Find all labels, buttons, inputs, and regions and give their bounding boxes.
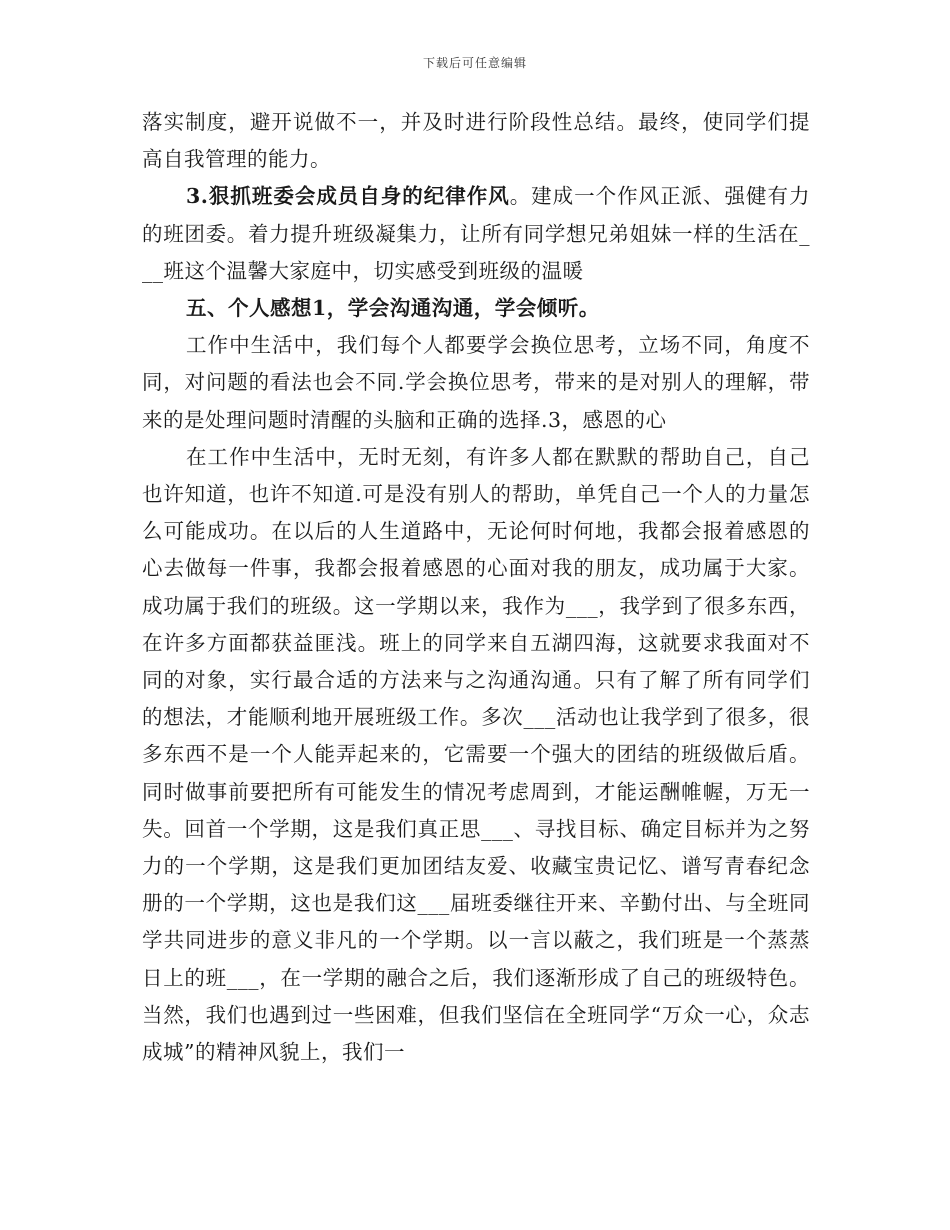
paragraph-2-text: 。建成一个作风正派、强健有力的班团委。着力提升班级凝集力，让所有同学想兄弟姐妹一样的生活在___班这个温馨大家庭中，切实感受到班级的温暖: [142, 184, 810, 283]
paragraph-4: 工作中生活中，我们每个人都要学会换位思考，立场不同，角度不同，对问题的看法也会不同.学会换位思考，带来的是对别人的理解，带来的是处理问题时清醒的头脑和正确的选择.3，感恩的心: [142, 333, 810, 432]
paragraph-2-heading: 3.狠抓班委会成员自身的纪律作风: [186, 184, 510, 209]
section-heading-5: 五、个人感想1，学会沟通沟通，学会倾听。: [186, 296, 600, 321]
page-header: 下载后可任意编辑: [422, 56, 527, 70]
paragraph-2: [142, 178, 810, 290]
paragraph-1: 落实制度，避开说做不一，并及时进行阶段性总结。最终，使同学们提高自我管理的能力。: [142, 110, 810, 172]
paragraph-5: 在工作中生活中，无时无刻，有许多人都在默默的帮助自己，自己也许知道，也许不知道.可是没有别人的帮助，单凭自己一个人的力量怎么可能成功。在以后的人生道路中，无论何时何地，我都会报着感恩的心去做每一件事，我都会报着感恩的心面对我的朋友，成功属于大家。成功属于我们的班级。这一学期以来，我作为___，我学到了很多东西，在许多方面都获益匪浅。班上的同学来自五湖四海，这就要求我面对不同的对象，实行最合适的方法来与之沟通沟通。只有了解了所有同学们的想法，才能顺利地开展班级工作。多次___活动也让我学到了很多，很多东西不是一个人能弄起来的，它需要一个强大的团结的班级做后盾。同时做事前要把所有可能发生的情况考虑周到，才能运酬帷幄，万无一失。回首一个学期，这是我们真正思___、寻找目标、确定目标并为之努力的一个学期，这是我们更加团结友爱、收藏宝贵记忆、谱写青春纪念册的一个学期，这也是我们这___届班委继往开来、辛勤付出、与全班同学共同进步的意义非凡的一个学期。以一言以蔽之，我们班是一个蒸蒸日上的班___，在一学期的融合之后，我们逐渐形成了自己的班级特色。当然，我们也遇到过一些困难，但我们坚信在全班同学“万众一心，众志成城”的精神风貌上，我们一: [142, 444, 810, 1065]
document-body: [142, 104, 810, 1071]
